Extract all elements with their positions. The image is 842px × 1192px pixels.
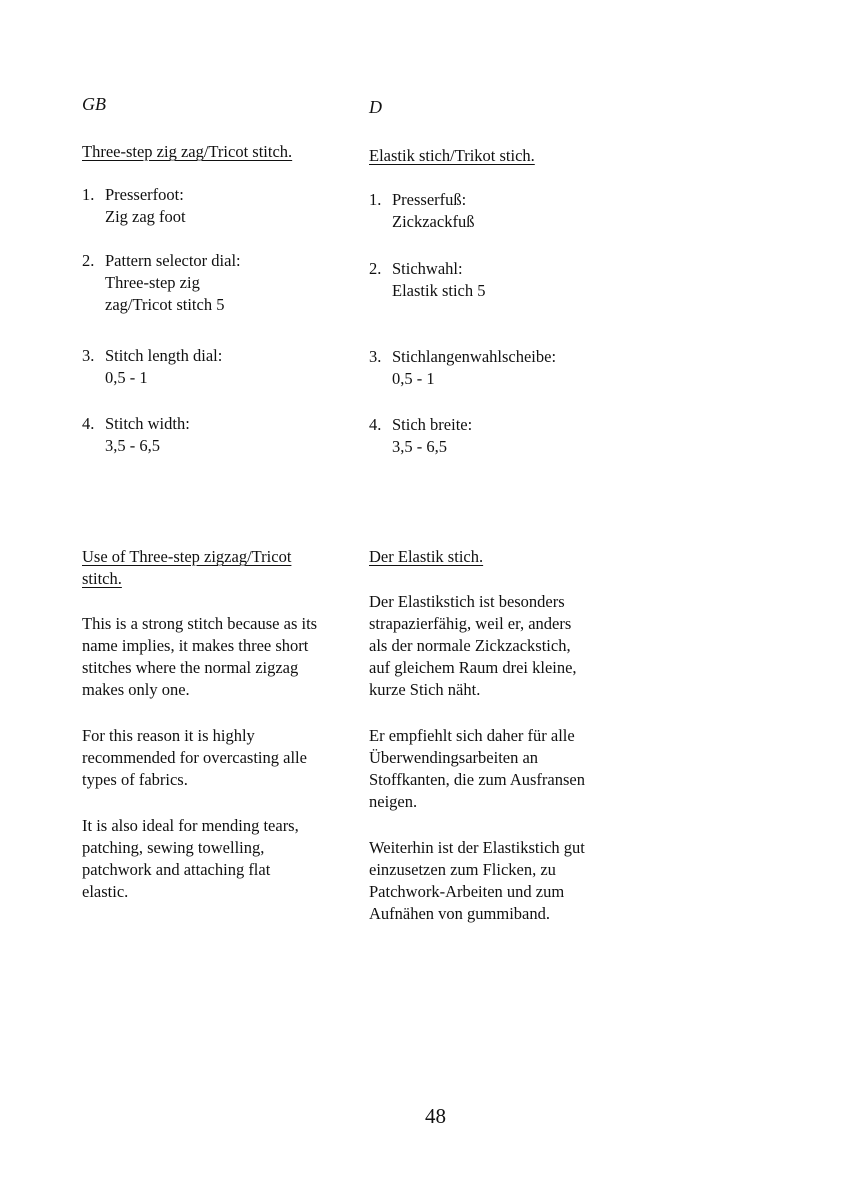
de-setting-stichbreite xyxy=(369,414,472,458)
de-setting-value: Elastik stich 5 xyxy=(392,281,486,300)
paragraph-line: kurze Stich näht. xyxy=(369,680,481,699)
paragraph-line: strapazierfähig, weil er, anders xyxy=(369,614,572,633)
paragraph-line: Stoffkanten, die zum Ausfransen xyxy=(369,770,585,789)
de-setting-number: 2. xyxy=(369,259,382,278)
paragraph-line: This is a strong stitch because as its xyxy=(82,614,318,633)
de-setting-number: 4. xyxy=(369,415,382,434)
de-setting-stichlange xyxy=(369,346,556,390)
de-setting-value: Zickzackfuß xyxy=(392,212,475,231)
paragraph-line: als der normale Zickzackstich, xyxy=(369,636,571,655)
paragraph-line: neigen. xyxy=(369,792,418,811)
paragraph-line: elastic. xyxy=(82,882,129,901)
de-setting-label: Presserfuß: xyxy=(392,190,467,209)
gb-setting-number: 2. xyxy=(82,251,95,270)
gb-paragraph-strong-stitch xyxy=(82,613,317,701)
gb-setting-value-line: Three-step zig xyxy=(105,273,200,292)
paragraph-line: Überwendingsarbeiten an xyxy=(369,748,539,767)
de-setting-presserfuss xyxy=(369,189,474,233)
gb-setting-label: Presserfoot: xyxy=(105,185,184,204)
gb-setting-number: 4. xyxy=(82,414,95,433)
paragraph-line: patching, sewing towelling, xyxy=(82,838,265,857)
paragraph-line: Weiterhin ist der Elastikstich gut xyxy=(369,838,585,857)
paragraph-line: makes only one. xyxy=(82,680,190,699)
gb-use-heading-line: stitch. xyxy=(82,569,122,588)
de-stitch-heading: Elastik stich/Trikot stich. xyxy=(369,146,535,165)
de-setting-label: Stichlangenwahlscheibe: xyxy=(392,347,557,366)
de-setting-value: 0,5 - 1 xyxy=(392,369,435,388)
gb-setting-number: 3. xyxy=(82,346,95,365)
de-paragraph-empfehlung xyxy=(369,725,585,813)
gb-setting-label: Pattern selector dial: xyxy=(105,251,241,270)
de-setting-number: 1. xyxy=(369,190,382,209)
paragraph-line: It is also ideal for mending tears, xyxy=(82,816,299,835)
paragraph-line: einzusetzen zum Flicken, zu xyxy=(369,860,556,879)
gb-setting-value: 3,5 - 6,5 xyxy=(105,436,160,455)
gb-setting-label: Stitch length dial: xyxy=(105,346,223,365)
paragraph-line: For this reason it is highly xyxy=(82,726,255,745)
gb-setting-value: 0,5 - 1 xyxy=(105,368,148,387)
paragraph-line: recommended for overcasting alle xyxy=(82,748,307,767)
de-use-heading: Der Elastik stich. xyxy=(369,547,484,566)
paragraph-line: Der Elastikstich ist besonders xyxy=(369,592,565,611)
gb-setting-value-line: zag/Tricot stitch 5 xyxy=(105,295,225,314)
gb-paragraph-recommendation xyxy=(82,725,307,791)
gb-use-heading-line: Use of Three-step zigzag/Tricot xyxy=(82,547,292,566)
de-paragraph-strapazierfaehig xyxy=(369,591,577,701)
paragraph-line: types of fabrics. xyxy=(82,770,188,789)
paragraph-line: Aufnähen von gummiband. xyxy=(369,904,551,923)
gb-paragraph-uses xyxy=(82,815,299,903)
gb-setting-label: Stitch width: xyxy=(105,414,190,433)
paragraph-line: Patchwork-Arbeiten und zum xyxy=(369,882,565,901)
paragraph-line: auf gleichem Raum drei kleine, xyxy=(369,658,577,677)
gb-setting-pattern-selector xyxy=(82,250,241,316)
de-setting-label: Stich breite: xyxy=(392,415,473,434)
gb-use-heading xyxy=(82,546,291,590)
de-setting-value: 3,5 - 6,5 xyxy=(392,437,447,456)
de-language-label: D xyxy=(369,97,382,117)
gb-setting-stitch-width xyxy=(82,413,190,457)
de-setting-label: Stichwahl: xyxy=(392,259,463,278)
de-setting-stichwahl xyxy=(369,258,486,302)
paragraph-line: stitches where the normal zigzag xyxy=(82,658,299,677)
de-paragraph-weiterhin xyxy=(369,837,585,925)
gb-setting-presserfoot xyxy=(82,184,186,228)
gb-stitch-heading: Three-step zig zag/Tricot stitch. xyxy=(82,142,293,161)
gb-setting-number: 1. xyxy=(82,185,95,204)
paragraph-line: patchwork and attaching flat xyxy=(82,860,271,879)
de-setting-number: 3. xyxy=(369,347,382,366)
paragraph-line: name implies, it makes three short xyxy=(82,636,309,655)
paragraph-line: Er empfiehlt sich daher für alle xyxy=(369,726,575,745)
page-number: 48 xyxy=(425,1104,446,1128)
gb-setting-value: Zig zag foot xyxy=(105,207,186,226)
gb-language-label: GB xyxy=(82,94,106,114)
gb-setting-stitch-length xyxy=(82,345,222,389)
